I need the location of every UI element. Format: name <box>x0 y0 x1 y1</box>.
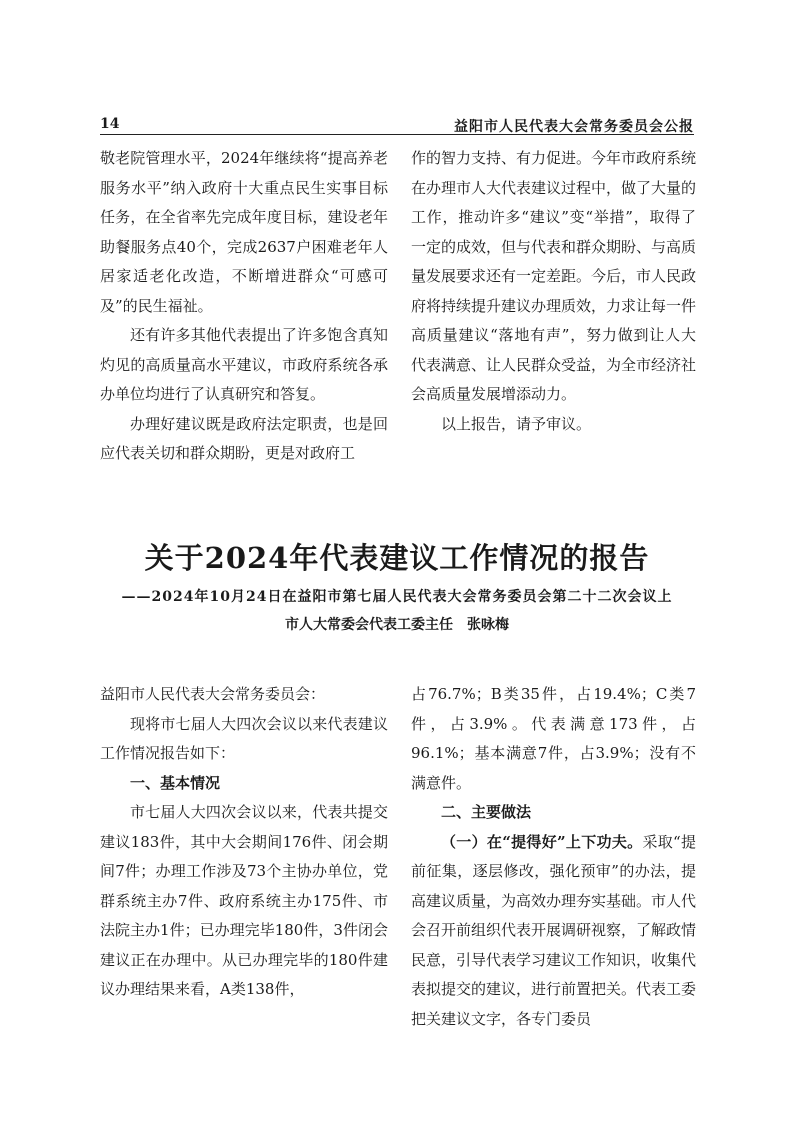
paragraph <box>411 828 696 1035</box>
subsection-body: 采取“提前征集，逐层修改，强化预审”的办法，提高建议质量，为高效办理夯实基础。市人代会召开前组织代表开展调研视察，了解政情民意，引导代表学习建议工作知识，收集代表拟提交的建议，进行前置把关。代表工委把关建议文字，各专门委员 <box>411 832 697 1028</box>
paragraph: 市七届人大四次会议以来，代表共提交建议183件，其中大会期间176件、闭会期间7件；办理工作涉及73个主协办单位，党群系统主办7件、政府系统主办175件、市法院主办1件；已办理完毕180件，3件闭会建议正在办理中。从已办理完毕的180件建议办理结果来看，A类138件， <box>100 803 388 998</box>
page-number: 14 <box>100 116 120 132</box>
section-heading: 二、主要做法 <box>441 803 532 821</box>
paragraph: 现将市七届人大四次会议以来代表建议工作情况报告如下： <box>100 714 388 762</box>
journal-title: 益阳市人民代表大会常务委员会公报 <box>454 119 694 135</box>
paragraph: 敬老院管理水平，2024年继续将“提高养老服务水平”纳入政府十大重点民生实事目标任务，在全省率先完成年度目标，建设老年助餐服务点40个，完成2637户困难老年人居家适老化改造，不断增进群众“可感可及”的民生福祉。 <box>100 149 388 315</box>
article-subtitle: ——2024年10月24日在益阳市第七届人民代表大会常务委员会第二十二次会议上 <box>121 589 673 605</box>
salutation: 益阳市人民代表大会常务委员会： <box>100 685 326 703</box>
header-rule <box>100 134 694 135</box>
previous-article-right-column <box>411 144 696 439</box>
closing-line: 以上报告，请予审议。 <box>441 414 592 433</box>
paragraph: 作的智力支持、有力促进。今年市政府系统在办理市人大代表建议过程中，做了大量的工作，推动许多“建议”变“举措”，取得了一定的成效，但与代表和群众期盼、与高质量发展要求还有一定差距。今后，市人民政府将持续提升建议办理质效，力求让每一件高质量建议“落地有声”，努力做到让人大代表满意、让人民群众受益，为全市经济社会高质量发展增添动力。 <box>411 149 697 403</box>
paragraph: 还有许多其他代表提出了许多饱含真知灼见的高质量高水平建议，市政府系统各承办单位均进行了认真研究和答复。 <box>100 326 388 403</box>
previous-article-left-column <box>100 144 388 469</box>
subsection-heading: （一）在“提得好”上下功夫。 <box>441 832 643 851</box>
article-right-column <box>411 680 696 1034</box>
paragraph: 占76.7%；B类35件，占19.4%；C类7件，占3.9%。代表满意173件，占96.1%；基本满意7件，占3.9%；没有不满意件。 <box>411 685 696 792</box>
section-heading: 一、基本情况 <box>130 773 221 792</box>
paragraph: 办理好建议既是政府法定职责，也是回应代表关切和群众期盼，更是对政府工 <box>100 414 388 462</box>
author-name: 张咏梅 <box>467 617 509 633</box>
article-author <box>0 614 794 634</box>
author-role: 市人大常委会代表工委主任 <box>285 617 453 633</box>
article-left-column <box>100 680 388 1005</box>
article-title: 关于2024年代表建议工作情况的报告 <box>144 541 650 575</box>
